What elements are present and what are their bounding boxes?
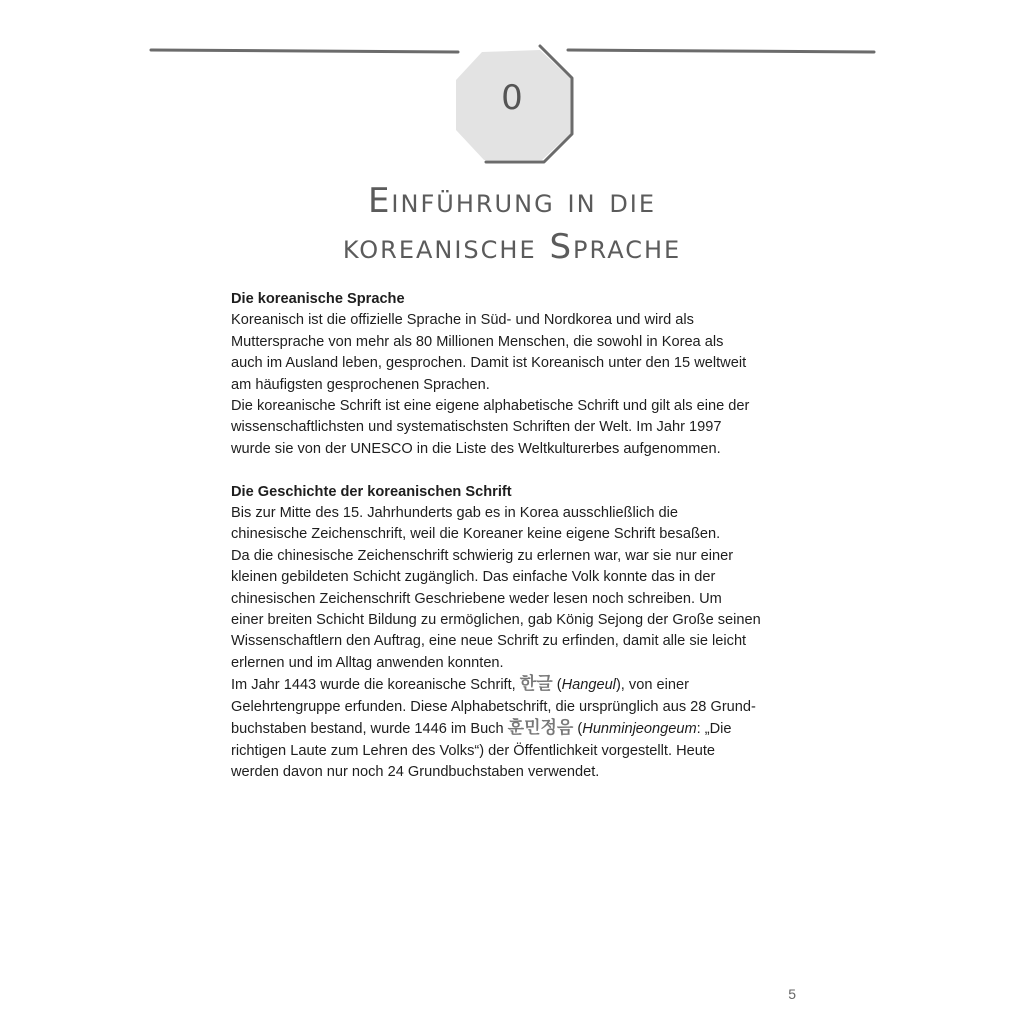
header-rule-right [568, 50, 874, 52]
paragraph-line: chinesische Zeichenschrift, weil die Koreaner keine eigene Schrift besaßen. [231, 526, 721, 543]
paragraph-line: am häufigsten gesprochenen Sprachen. [231, 376, 490, 393]
line-text: ( [573, 721, 583, 738]
paragraph-line: Wissenschaftlern den Auftrag, eine neue Schrift zu erfinden, damit alle sie leicht [231, 633, 747, 650]
paragraph-line: kleinen gebildeten Schicht zugänglich. Das einfache Volk konnte das in der [231, 569, 716, 586]
line-text: Im Jahr 1443 wurde die koreanische Schrift, [231, 677, 520, 694]
hangul-word-hangeul: 한글 [519, 674, 553, 695]
paragraph-line: auch im Ausland leben, gesprochen. Damit ist Koreanisch unter den 15 weltweit [231, 355, 747, 372]
paragraph-line: chinesischen Zeichenschrift Geschriebene weder lesen noch schreiben. Um [231, 590, 722, 607]
page-number: 5 [788, 986, 796, 1002]
romanization-hangeul: Hangeul [561, 677, 616, 694]
paragraph-line-hunminjeongeum [231, 718, 806, 740]
section-spacer [231, 460, 806, 481]
paragraph-line: richtigen Laute zum Lehren des Volks“) der Öffentlichkeit vorgestellt. Heute [231, 742, 716, 759]
line-text: : „Die [696, 721, 732, 738]
paragraph-line: Die koreanische Schrift ist eine eigene alphabetische Schrift und gilt als eine der [231, 398, 750, 415]
paragraph-line: Gelehrtengruppe erfunden. Diese Alphabetschrift, die ursprünglich aus 28 Grund- [231, 698, 756, 715]
romanization-hunminjeongeum: Hunminjeongeum [582, 721, 697, 738]
paragraph-line: Bis zur Mitte des 15. Jahrhunderts gab es in Korea ausschließlich die [231, 505, 678, 522]
paragraph-line: wurde sie von der UNESCO in die Liste des Weltkulturerbes aufgenommen. [231, 440, 721, 457]
section-heading-language: Die koreanische Sprache [231, 291, 405, 307]
chapter-title-line-2: koreanische Sprache [342, 227, 682, 267]
paragraph-line: Da die chinesische Zeichenschrift schwierig zu erlernen war, war sie nur einer [231, 547, 734, 564]
body-text [231, 289, 806, 783]
chapter-title [250, 178, 774, 270]
paragraph-line: erlernen und im Alltag anwenden konnten. [231, 654, 504, 671]
chapter-number: 0 [501, 78, 523, 118]
paragraph-line: einer breiten Schicht Bildung zu ermöglichen, gab König Sejong der Große seinen [231, 612, 761, 629]
section-heading-history: Die Geschichte der koreanischen Schrift [231, 483, 512, 500]
paragraph-line: Koreanisch ist die offizielle Sprache in Süd- und Nordkorea und wird als [231, 312, 694, 329]
line-text: buchstaben bestand, wurde 1446 im Buch [231, 721, 508, 738]
hangul-word-hunminjeongeum: 훈민정음 [507, 718, 574, 739]
paragraph-line: Muttersprache von mehr als 80 Millionen Menschen, die sowohl in Korea als [231, 333, 724, 350]
paragraph-line-hangeul [231, 674, 806, 696]
line-text: ), von einer [615, 677, 689, 694]
line-text: ( [552, 677, 562, 694]
header-rule-left [151, 50, 458, 52]
paragraph-line: werden davon nur noch 24 Grundbuchstaben verwendet. [231, 763, 600, 780]
chapter-title-line-1: Einführung in die [367, 181, 657, 221]
paragraph-line: wissenschaftlichsten und systematischsten Schriften der Welt. Im Jahr 1997 [231, 419, 722, 436]
